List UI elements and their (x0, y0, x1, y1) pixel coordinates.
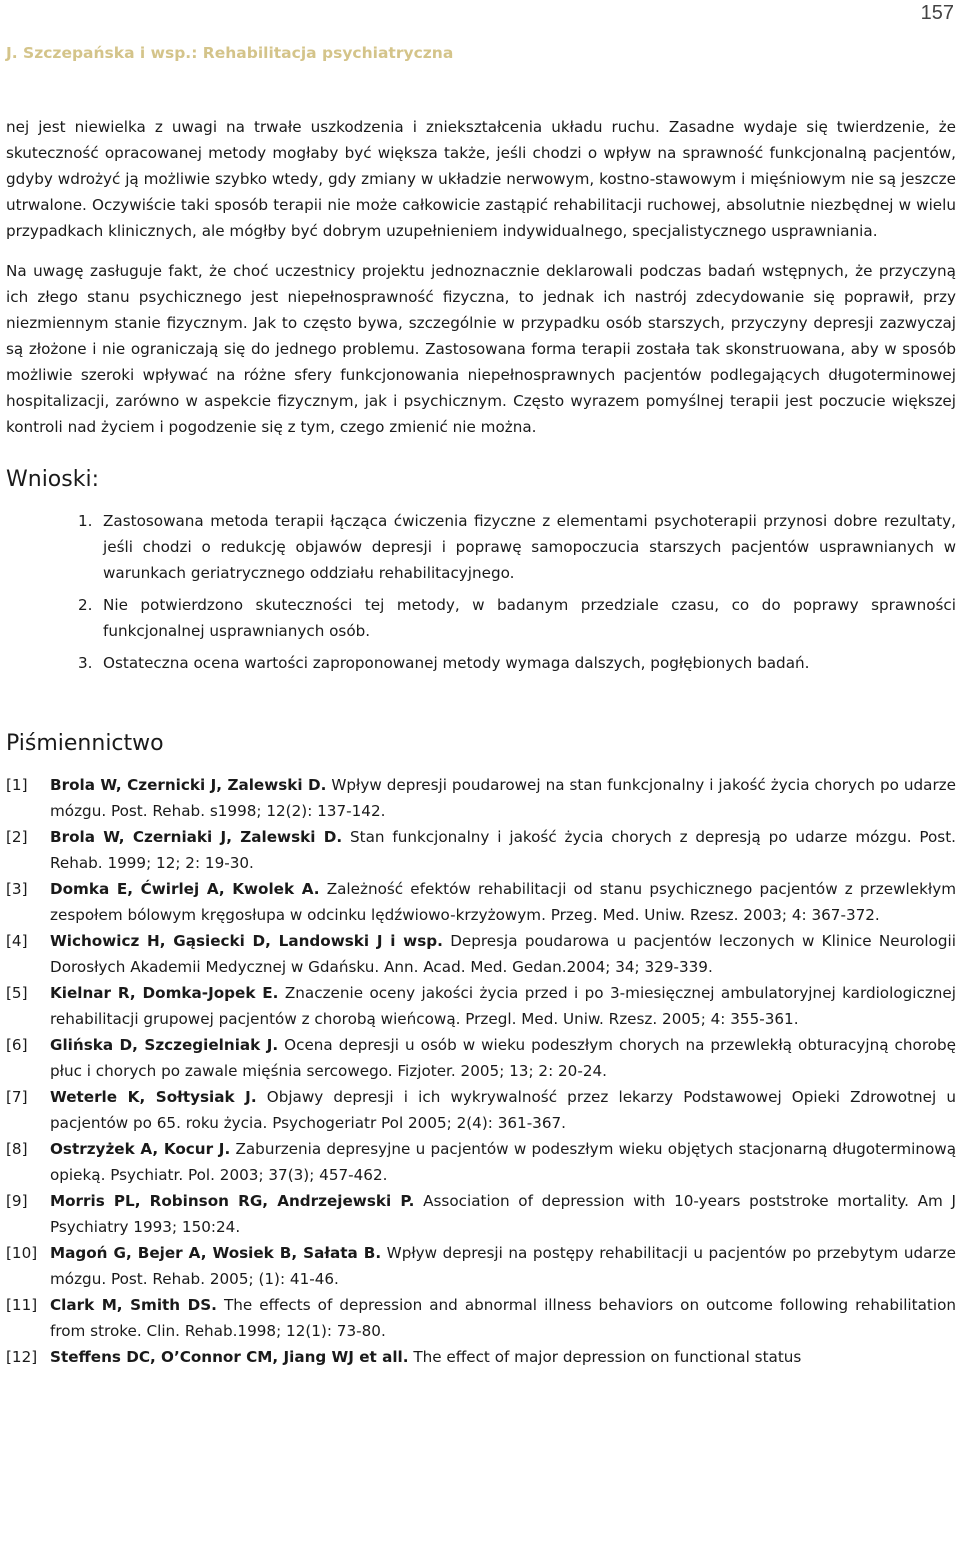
reference-text: Wpływ depresji poudarowej na stan funkcjonalny i jakość życia chorych po udarze mózgu. Post. Rehab. s1998; 12(2): 137-142. (50, 776, 956, 820)
reference-text: Ocena depresji u osób w wieku podeszłym chorych na przewlekłą obturacyjną chorobę płuc i chorych po zawale mięśnia sercowego. Fizjoter. 2005; 13; 2: 20-24. (50, 1036, 957, 1080)
reference-item (6, 1188, 956, 1240)
reference-item (6, 928, 956, 980)
reference-number: [11] (6, 1296, 38, 1314)
conclusions-heading: Wnioski: (6, 467, 99, 492)
reference-authors: Ostrzyżek A, Kocur J. (50, 1140, 231, 1158)
reference-item (6, 1344, 956, 1370)
conclusion-number: 3. (78, 654, 93, 672)
conclusion-item (78, 650, 956, 676)
reference-text: Association of depression with 10-years poststroke mortality. Am J Psychiatry 1993; 150:24. (50, 1192, 956, 1236)
reference-authors: Domka E, Ćwirlej A, Kwolek A. (50, 880, 320, 898)
reference-item (6, 980, 956, 1032)
page-number: 157 (920, 2, 954, 24)
reference-authors: Brola W, Czernicki J, Zalewski D. (50, 776, 327, 794)
reference-text: Wpływ depresji na postępy rehabilitacji u pacjentów po przebytym udarze mózgu. Post. Rehab. 2005; (1): 41-46. (50, 1244, 956, 1288)
reference-text: Depresja poudarowa u pacjentów leczonych w Klinice Neurologii Dorosłych Akademii Medycznej w Gdańsku. Ann. Acad. Med. Gedan.2004; 34; 329-339. (50, 932, 956, 976)
conclusion-text: Ostateczna ocena wartości zaproponowanej metody wymaga dalszych, pogłębionych badań. (103, 654, 810, 672)
running-header (6, 44, 453, 62)
conclusion-text: Nie potwierdzono skuteczności tej metody, w badanym przedziale czasu, co do poprawy sprawności funkcjonalnej usprawnianych osób. (103, 596, 956, 640)
reference-authors: Brola W, Czerniaki J, Zalewski D. (50, 828, 343, 846)
header-separator: : (191, 44, 203, 62)
reference-text: Zaburzenia depresyjne u pacjentów w podeszłym wieku objętych stacjonarną długoterminową opieką. Psychiatr. Pol. 2003; 37(3); 457-462. (50, 1140, 957, 1184)
reference-text: Znaczenie oceny jakości życia przed i po 3-miesięcznej ambulatoryjnej kardiologicznej rehabilitacji grupowej pacjentów z chorobą wieńcową. Przegl. Med. Uniw. Rzesz. 2005; 4: 355-361. (50, 984, 956, 1028)
reference-authors: Steffens DC, O’Connor CM, Jiang WJ et all. (50, 1348, 409, 1366)
reference-item (6, 824, 956, 876)
article-body (6, 114, 956, 1370)
reference-text: The effect of major depression on functional status (408, 1348, 802, 1366)
conclusion-text: Zastosowana metoda terapii łącząca ćwiczenia fizyczne z elementami psychoterapii przynosi dobre rezultaty, jeśli chodzi o redukcję objawów depresji i poprawę samopoczucia starszych pacjentów usprawnianych w warunkach geriatrycznego oddziału rehabilitacyjnego. (103, 512, 956, 582)
reference-item (6, 772, 956, 824)
reference-authors: Magoń G, Bejer A, Wosiek B, Sałata B. (50, 1244, 382, 1262)
references-heading: Piśmiennictwo (6, 731, 164, 756)
reference-authors: Weterle K, Sołtysiak J. (50, 1088, 257, 1106)
reference-number: [2] (6, 828, 28, 846)
paragraph: Na uwagę zasługuje fakt, że choć uczestnicy projektu jednoznacznie deklarowali podczas badań wstępnych, że przyczyną ich złego stanu psychicznego jest niepełnosprawność fizyczna, to jednak ich nastrój zdecydowanie się poprawił, przy niezmiennym stanie fizycznym. Jak to często bywa, szczególnie w przypadku osób starszych, przyczyny depresji zazwyczaj są złożone i nie ograniczają się do jednego problemu. Zastosowana forma terapii została tak skonstruowana, aby w sposób możliwie szeroki wpływać na różne sfery funkcjonowania niepełnosprawnych pacjentów podlegających długoterminowej hospitalizacji, zarówno w aspekcie fizycznym, jak i psychicznym. Często wyrazem pomyślnej terapii jest poczucie większej kontroli nad życiem i pogodzenie się z tym, czego zmienić nie można. (6, 262, 956, 436)
reference-item (6, 1240, 956, 1292)
reference-authors: Glińska D, Szczegielniak J. (50, 1036, 279, 1054)
reference-text: Objawy depresji i ich wykrywalność przez lekarzy Podstawowej Opieki Zdrowotnej u pacjentów po 65. roku życia. Psychogeriatr Pol 2005; 2(4): 361-367. (50, 1088, 956, 1132)
reference-number: [10] (6, 1244, 38, 1262)
reference-number: [6] (6, 1036, 28, 1054)
reference-number: [3] (6, 880, 28, 898)
reference-text: Zależność efektów rehabilitacji od stanu psychicznego pacjentów z przewlekłym zespołem bólowym kręgosłupa w odcinku lędźwiowo-krzyżowym. Przeg. Med. Uniw. Rzesz. 2003; 4: 367-372. (50, 880, 956, 924)
conclusion-item (78, 592, 956, 644)
header-authors: J. Szczepańska i wsp. (6, 44, 192, 62)
reference-number: [4] (6, 932, 28, 950)
conclusion-item (78, 508, 956, 586)
reference-authors: Kielnar R, Domka-Jopek E. (50, 984, 279, 1002)
reference-number: [8] (6, 1140, 28, 1158)
reference-number: [1] (6, 776, 28, 794)
reference-text: The effects of depression and abnormal illness behaviors on outcome following rehabilitation from stroke. Clin. Rehab.1998; 12(1): 73-80. (50, 1296, 956, 1340)
references-list (6, 772, 956, 1370)
reference-number: [9] (6, 1192, 28, 1210)
reference-number: [7] (6, 1088, 28, 1106)
reference-number: [5] (6, 984, 28, 1002)
reference-item (6, 1136, 956, 1188)
conclusion-number: 1. (78, 512, 93, 530)
reference-authors: Wichowicz H, Gąsiecki D, Landowski J i wsp. (50, 932, 443, 950)
conclusions-list (6, 508, 956, 676)
reference-item (6, 1032, 956, 1084)
reference-authors: Morris PL, Robinson RG, Andrzejewski P. (50, 1192, 415, 1210)
header-title: Rehabilitacja psychiatryczna (202, 44, 454, 62)
reference-item (6, 876, 956, 928)
paragraph: nej jest niewielka z uwagi na trwałe uszkodzenia i zniekształcenia układu ruchu. Zasadne wydaje się twierdzenie, że skuteczność opracowanej metody mogłaby być większa także, jeśli chodzi o wpływ na sprawność funkcjonalną pacjentów, gdyby wdrożyć ją możliwie szybko wtedy, gdy zmiany w układzie nerwowym, kostno-stawowym i mięśniowym nie są jeszcze utrwalone. Oczywiście taki sposób terapii nie może całkowicie zastąpić rehabilitacji ruchowej, absolutnie niezbędnej w wielu przypadkach klinicznych, ale mógłby być dobrym uzupełnieniem indywidualnego, specjalistycznego usprawniania. (6, 118, 956, 240)
conclusion-number: 2. (78, 596, 93, 614)
reference-number: [12] (6, 1348, 38, 1366)
reference-authors: Clark M, Smith DS. (50, 1296, 217, 1314)
reference-item (6, 1084, 956, 1136)
reference-item (6, 1292, 956, 1344)
reference-text: Stan funkcjonalny i jakość życia chorych z depresją po udarze mózgu. Post. Rehab. 1999; 12; 2: 19-30. (50, 828, 956, 872)
